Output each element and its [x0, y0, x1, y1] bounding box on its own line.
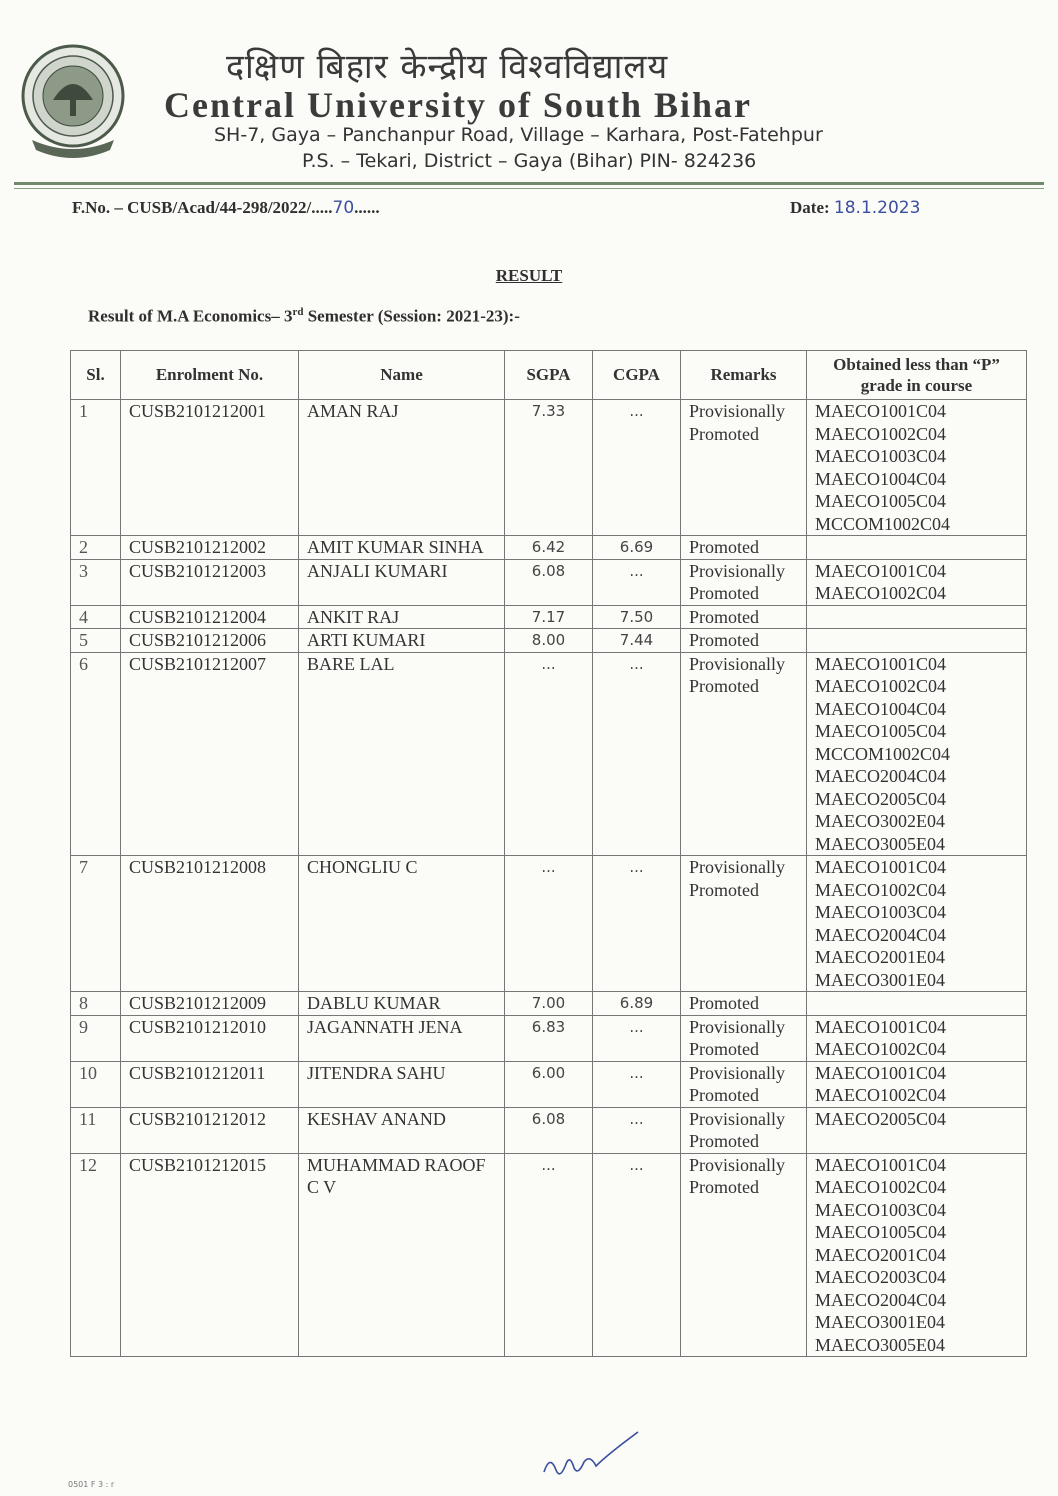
cell-courses [807, 1015, 1027, 1061]
result-table [70, 350, 1027, 1357]
course-code: MAECO1002C04 [815, 879, 947, 900]
course-code: MAECO3005E04 [815, 1334, 945, 1355]
cell-courses [807, 536, 1027, 560]
table-header-row [71, 351, 1027, 400]
table-row [71, 652, 1027, 856]
cell-remarks: Provisionally Promoted [681, 400, 807, 536]
table-row [71, 400, 1027, 536]
table-row [71, 559, 1027, 605]
course-code: MAECO3005E04 [815, 833, 945, 854]
result-heading [0, 266, 1058, 286]
cell-enrolment: CUSB2101212008 [121, 856, 299, 992]
course-code: MAECO1001C04 [815, 857, 947, 877]
cell-enrolment: CUSB2101212015 [121, 1153, 299, 1357]
cell-sl: 6 [71, 652, 121, 856]
cell-name: ARTI KUMARI [299, 629, 505, 653]
cell-courses [807, 1061, 1027, 1107]
cell-enrolment: CUSB2101212003 [121, 559, 299, 605]
cell-name: MUHAMMAD RAOOF C V [299, 1153, 505, 1357]
course-code: MAECO1001C04 [815, 560, 947, 581]
cell-cgpa: 6.69 [593, 536, 681, 560]
cell-cgpa: ... [593, 1153, 681, 1357]
cell-cgpa: ... [593, 1107, 681, 1153]
cell-sl: 2 [71, 536, 121, 560]
header-cgpa: CGPA [593, 351, 681, 400]
cell-sgpa: 6.08 [505, 1107, 593, 1153]
cell-remarks: Promoted [681, 629, 807, 653]
course-code: MAECO1002C04 [815, 583, 947, 603]
table-row [71, 605, 1027, 629]
cell-name: KESHAV ANAND [299, 1107, 505, 1153]
course-code: MAECO1001C04 [815, 1016, 947, 1037]
header-sl: Sl. [71, 351, 121, 400]
header-remarks: Remarks [681, 351, 807, 400]
course-code: MAECO3002E04 [815, 811, 945, 831]
course-code: MAECO1001C04 [815, 1062, 947, 1083]
cell-sgpa: 6.00 [505, 1061, 593, 1107]
table-row [71, 536, 1027, 560]
result-heading-text: RESULT [495, 266, 563, 285]
course-code: MAECO2005C04 [815, 788, 947, 809]
cell-name: BARE LAL [299, 652, 505, 856]
file-number-suffix: ...... [354, 198, 380, 217]
header-enrolment: Enrolment No. [121, 351, 299, 400]
cell-enrolment: CUSB2101212004 [121, 605, 299, 629]
course-code: MAECO3001E04 [815, 969, 945, 990]
cell-sl: 7 [71, 856, 121, 992]
cell-enrolment: CUSB2101212012 [121, 1107, 299, 1153]
subtitle-prefix: Result of M.A Economics– 3 [88, 306, 293, 326]
university-title-english: Central University of South Bihar [164, 85, 752, 125]
course-code: MAECO1001C04 [815, 401, 947, 421]
cell-sgpa: 6.08 [505, 559, 593, 605]
table-body [71, 400, 1027, 1357]
course-code: MAECO2004C04 [815, 766, 947, 786]
course-code: MAECO2004C04 [815, 924, 947, 945]
cell-remarks: Provisionally Promoted [681, 856, 807, 992]
table-row [71, 1153, 1027, 1357]
cell-sgpa: 7.00 [505, 992, 593, 1016]
cell-enrolment: CUSB2101212002 [121, 536, 299, 560]
cell-courses [807, 652, 1027, 856]
cell-remarks: Provisionally Promoted [681, 1061, 807, 1107]
course-code: MAECO2005C04 [815, 1108, 947, 1129]
date-value-handwritten: 18.1.2023 [833, 198, 921, 218]
course-code: MAECO1003C04 [815, 1199, 947, 1220]
cell-sgpa: ... [505, 856, 593, 992]
course-code: MAECO2001E04 [815, 947, 945, 967]
cell-courses [807, 856, 1027, 992]
cell-cgpa: ... [593, 1015, 681, 1061]
course-code: MCCOM1002C04 [815, 743, 951, 764]
cell-name: ANKIT RAJ [299, 605, 505, 629]
course-code: MAECO1004C04 [815, 698, 947, 719]
cell-sl: 8 [71, 992, 121, 1016]
course-code: MAECO1002C04 [815, 1085, 947, 1105]
file-number [72, 198, 380, 218]
table-row [71, 992, 1027, 1016]
cell-cgpa: 7.44 [593, 629, 681, 653]
cell-remarks: Promoted [681, 992, 807, 1016]
cell-name: CHONGLIU C [299, 856, 505, 992]
cell-sgpa: ... [505, 652, 593, 856]
cell-courses [807, 559, 1027, 605]
cell-remarks: Promoted [681, 605, 807, 629]
cell-sl: 3 [71, 559, 121, 605]
header-divider-thin [14, 188, 1044, 189]
page-footnote: 0501 F 3 : r [68, 1480, 115, 1489]
cell-name: AMIT KUMAR SINHA [299, 536, 505, 560]
course-code: MAECO2003C04 [815, 1267, 947, 1287]
course-code: MAECO2004C04 [815, 1289, 947, 1310]
course-code: MAECO1002C04 [815, 1177, 947, 1197]
cell-name: DABLU KUMAR [299, 992, 505, 1016]
cell-cgpa: ... [593, 856, 681, 992]
course-code: MAECO3001E04 [815, 1312, 945, 1332]
header-divider [14, 182, 1044, 185]
table-row [71, 1107, 1027, 1153]
address-line-1: SH-7, Gaya – Panchanpur Road, Village – Karhara, Post-Fatehpur [214, 124, 823, 146]
course-code: MAECO1002C04 [815, 1039, 947, 1059]
document-date [790, 198, 920, 218]
cell-name: AMAN RAJ [299, 400, 505, 536]
letterhead [0, 0, 1058, 190]
cell-sgpa: 6.42 [505, 536, 593, 560]
course-code: MCCOM1002C04 [815, 513, 951, 534]
cell-cgpa: 7.50 [593, 605, 681, 629]
course-code: MAECO1005C04 [815, 721, 947, 741]
cell-sgpa: ... [505, 1153, 593, 1357]
cell-sgpa: 6.83 [505, 1015, 593, 1061]
cell-sgpa: 7.17 [505, 605, 593, 629]
course-code: MAECO1004C04 [815, 468, 947, 489]
header-obtained-less-than-p: Obtained less than “P” grade in course [807, 351, 1027, 400]
table-row [71, 629, 1027, 653]
cell-enrolment: CUSB2101212006 [121, 629, 299, 653]
cell-remarks: Provisionally Promoted [681, 1153, 807, 1357]
cell-courses [807, 1107, 1027, 1153]
cell-courses [807, 629, 1027, 653]
cell-courses [807, 400, 1027, 536]
handwritten-signature [538, 1424, 648, 1486]
university-title-hindi: दक्षिण बिहार केन्द्रीय विश्वविद्यालय [226, 47, 669, 87]
course-code: MAECO1003C04 [815, 902, 947, 922]
cell-sl: 4 [71, 605, 121, 629]
cell-sl: 9 [71, 1015, 121, 1061]
cell-remarks: Provisionally Promoted [681, 1107, 807, 1153]
table-row [71, 1015, 1027, 1061]
cell-sgpa: 8.00 [505, 629, 593, 653]
file-number-label: F.No. – CUSB/Acad/44-298/2022/..... [72, 198, 333, 217]
course-code: MAECO2001C04 [815, 1244, 947, 1265]
cell-sl: 10 [71, 1061, 121, 1107]
course-code: MAECO1005C04 [815, 491, 947, 511]
cell-courses [807, 992, 1027, 1016]
course-code: MAECO1005C04 [815, 1222, 947, 1242]
cell-enrolment: CUSB2101212001 [121, 400, 299, 536]
header-sgpa: SGPA [505, 351, 593, 400]
cell-cgpa: ... [593, 1061, 681, 1107]
course-code: MAECO1002C04 [815, 423, 947, 444]
table-row [71, 856, 1027, 992]
address-line-2: P.S. – Tekari, District – Gaya (Bihar) PIN- 824236 [302, 150, 757, 172]
header-name: Name [299, 351, 505, 400]
cell-courses [807, 605, 1027, 629]
cell-courses [807, 1153, 1027, 1357]
course-code: MAECO1001C04 [815, 1154, 947, 1175]
cell-enrolment: CUSB2101212011 [121, 1061, 299, 1107]
cell-sl: 1 [71, 400, 121, 536]
date-label: Date: [790, 198, 834, 217]
cell-cgpa: ... [593, 400, 681, 536]
cell-remarks: Provisionally Promoted [681, 559, 807, 605]
cell-enrolment: CUSB2101212009 [121, 992, 299, 1016]
course-code: MAECO1002C04 [815, 676, 947, 696]
subtitle-superscript: rd [292, 306, 304, 318]
file-number-handwritten: 70 [332, 198, 355, 218]
cell-name: JAGANNATH JENA [299, 1015, 505, 1061]
cell-enrolment: CUSB2101212010 [121, 1015, 299, 1061]
table-row [71, 1061, 1027, 1107]
cell-remarks: Promoted [681, 536, 807, 560]
cell-cgpa: ... [593, 559, 681, 605]
cell-name: ANJALI KUMARI [299, 559, 505, 605]
cell-cgpa: 6.89 [593, 992, 681, 1016]
cell-name: JITENDRA SAHU [299, 1061, 505, 1107]
subtitle-suffix: Semester (Session: 2021-23):- [303, 306, 520, 326]
course-code: MAECO1003C04 [815, 446, 947, 466]
course-code: MAECO1001C04 [815, 653, 947, 674]
cell-cgpa: ... [593, 652, 681, 856]
cell-sgpa: 7.33 [505, 400, 593, 536]
cell-remarks: Provisionally Promoted [681, 1015, 807, 1061]
cell-enrolment: CUSB2101212007 [121, 652, 299, 856]
university-seal-logo [18, 40, 128, 162]
result-subtitle [88, 306, 520, 327]
cell-remarks: Provisionally Promoted [681, 652, 807, 856]
cell-sl: 5 [71, 629, 121, 653]
cell-sl: 12 [71, 1153, 121, 1357]
cell-sl: 11 [71, 1107, 121, 1153]
